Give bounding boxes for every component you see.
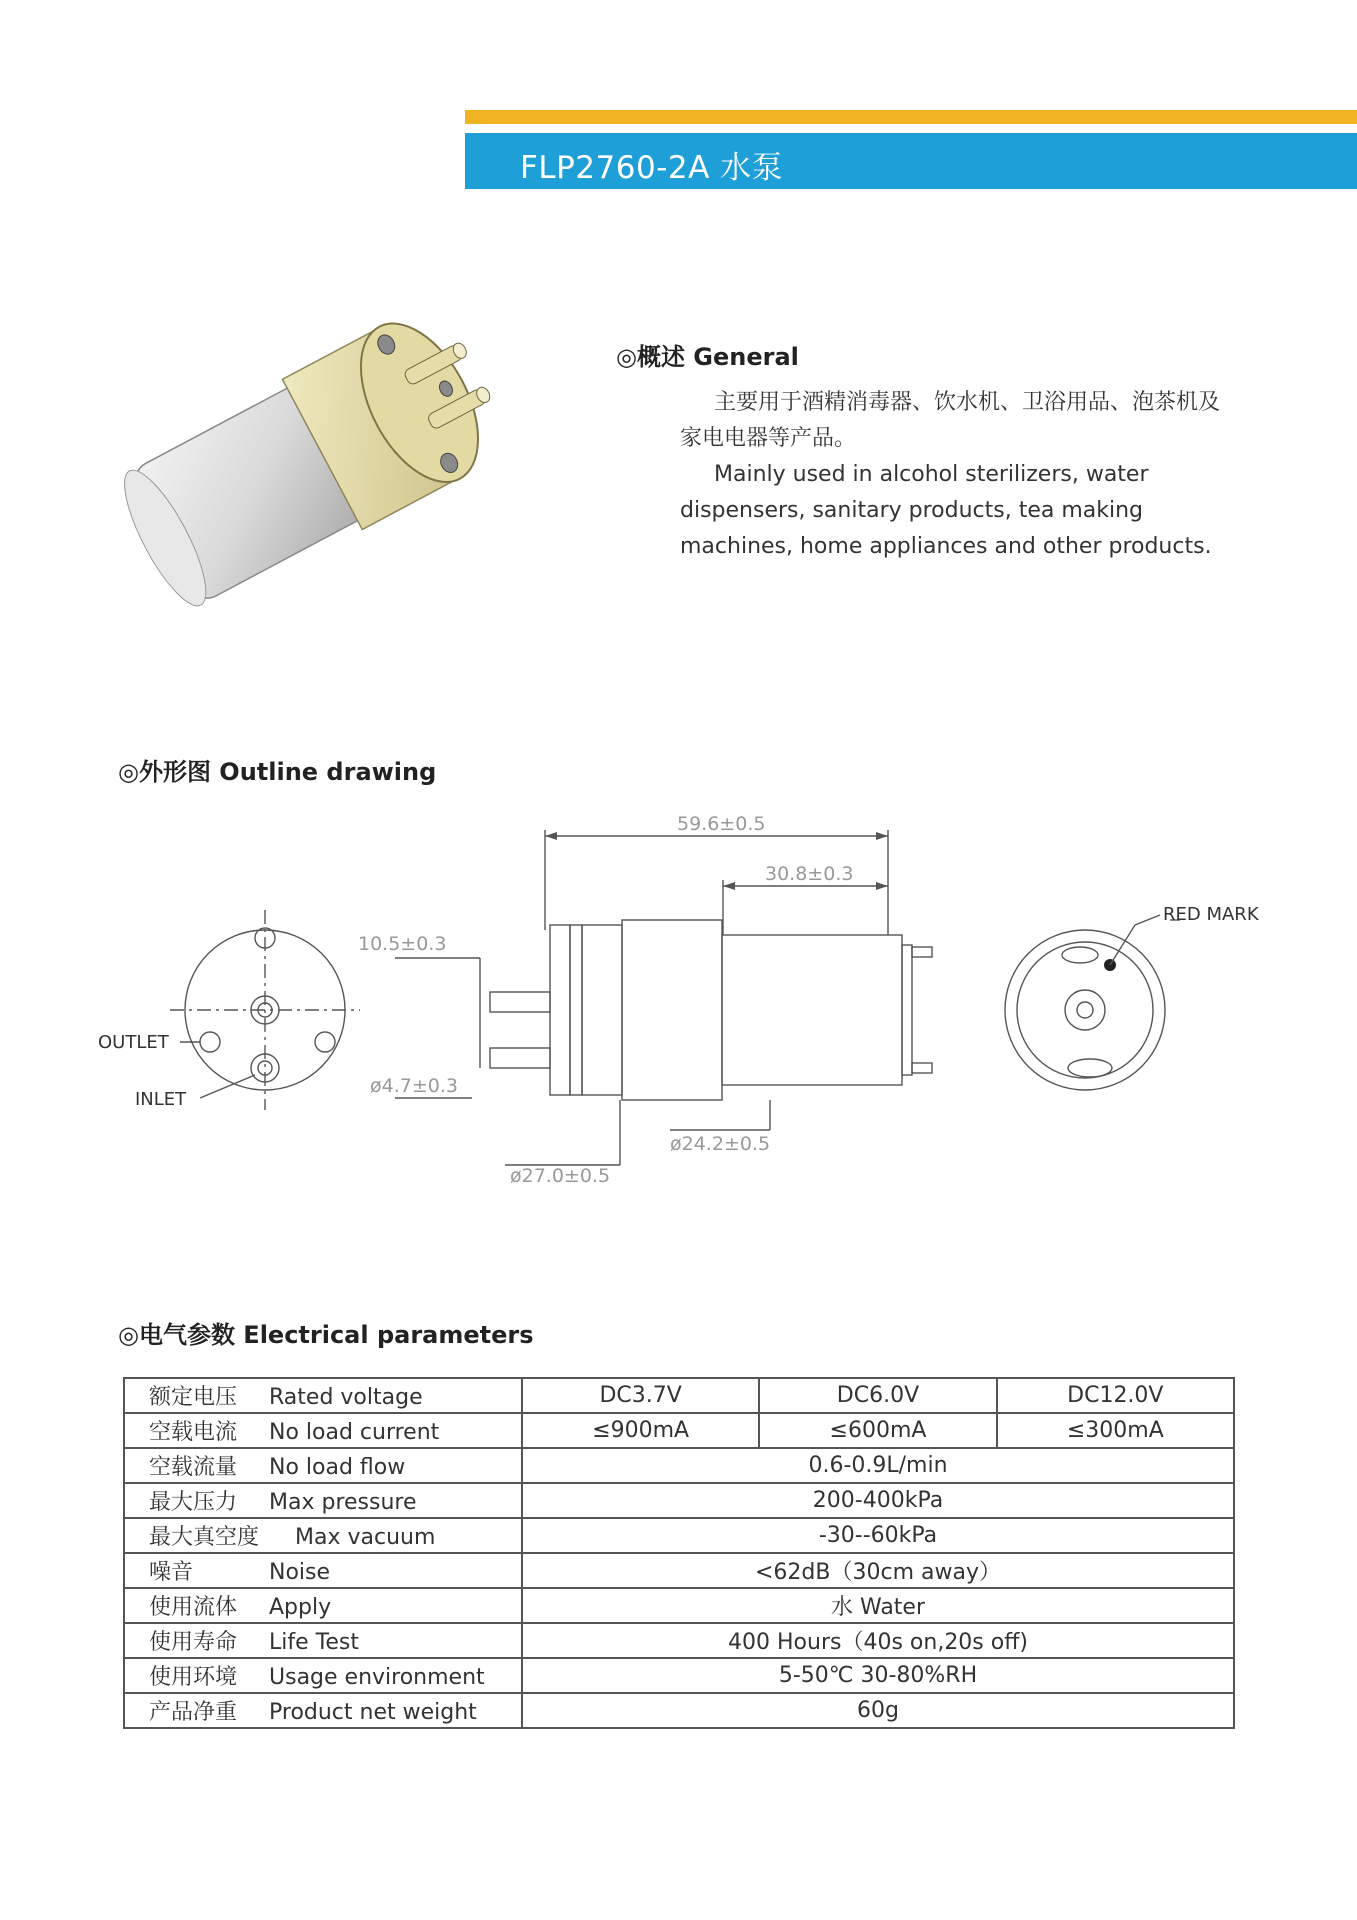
table-row	[124, 1518, 1234, 1553]
row-label-en: Life Test	[269, 1630, 359, 1655]
row-label-zh: 空载流量	[149, 1455, 238, 1480]
general-zh-text: 主要用于酒精消毒器、饮水机、卫浴用品、泡茶机及家电电器等产品。	[680, 390, 1221, 451]
row-label	[124, 1553, 522, 1588]
row-label-zh: 使用寿命	[149, 1630, 238, 1655]
table-row	[124, 1658, 1234, 1693]
table-row	[124, 1483, 1234, 1518]
dim-nozzle-length: 10.5±0.3	[358, 933, 447, 955]
row-label-zh: 产品净重	[149, 1700, 238, 1725]
row-label	[124, 1588, 522, 1623]
table-cell: -30--60kPa	[522, 1518, 1234, 1553]
table-row	[124, 1378, 1234, 1413]
row-label-en: Apply	[269, 1595, 332, 1620]
row-label-en: No load current	[269, 1420, 440, 1445]
general-en-text: Mainly used in alcohol sterilizers, water dispensers, sanitary products, tea making machines, home appliances and other products.	[680, 462, 1212, 559]
electrical-parameters-table	[123, 1377, 1235, 1729]
product-photo	[110, 270, 530, 630]
row-label-en: Max vacuum	[295, 1525, 436, 1550]
red-mark-label: RED MARK	[1163, 904, 1259, 925]
table-cell: DC6.0V	[759, 1378, 996, 1413]
row-label-zh: 空载电流	[149, 1420, 238, 1445]
table-cell: ≤300mA	[997, 1413, 1234, 1448]
row-label-en: Usage environment	[269, 1665, 485, 1690]
row-label-zh: 最大压力	[149, 1490, 238, 1515]
dim-overall-length: 59.6±0.5	[677, 813, 766, 835]
table-row	[124, 1553, 1234, 1588]
row-label	[124, 1483, 522, 1518]
table-row	[124, 1588, 1234, 1623]
dim-nozzle-diameter: ø4.7±0.3	[370, 1075, 458, 1097]
row-label-en: Rated voltage	[269, 1385, 423, 1410]
table-cell: DC3.7V	[522, 1378, 759, 1413]
table-cell: 0.6-0.9L/min	[522, 1448, 1234, 1483]
header-accent-stripe	[465, 110, 1357, 124]
table-row	[124, 1413, 1234, 1448]
table-row	[124, 1448, 1234, 1483]
row-label-zh: 噪音	[149, 1560, 194, 1585]
dim-motor-diameter: ø24.2±0.5	[670, 1133, 771, 1155]
row-label-zh: 使用环境	[149, 1665, 238, 1690]
general-heading: ◎概述 General	[616, 343, 799, 371]
table-cell: 200-400kPa	[522, 1483, 1234, 1518]
table-cell: 水 Water	[522, 1588, 1234, 1623]
table-row	[124, 1623, 1234, 1658]
row-label-zh: 额定电压	[149, 1385, 238, 1410]
general-description	[680, 385, 1240, 565]
row-label	[124, 1658, 522, 1693]
row-label	[124, 1378, 522, 1413]
outline-heading: ◎外形图 Outline drawing	[118, 758, 437, 786]
table-cell: 400 Hours（40s on,20s off)	[522, 1623, 1234, 1658]
inlet-label: INLET	[135, 1089, 187, 1110]
row-label-en: No load flow	[269, 1455, 406, 1480]
row-label	[124, 1693, 522, 1728]
row-label	[124, 1518, 522, 1553]
header-bar	[465, 133, 1357, 189]
dim-pump-diameter: ø27.0±0.5	[510, 1165, 611, 1187]
table-cell: DC12.0V	[997, 1378, 1234, 1413]
page-title: FLP2760-2A 水泵	[520, 150, 784, 186]
table-row	[124, 1693, 1234, 1728]
row-label-en: Max pressure	[269, 1490, 417, 1515]
row-label-en: Product net weight	[269, 1700, 477, 1725]
row-label	[124, 1413, 522, 1448]
table-cell: ≤900mA	[522, 1413, 759, 1448]
table-cell: 5-50℃ 30-80%RH	[522, 1658, 1234, 1693]
row-label	[124, 1623, 522, 1658]
outline-drawing	[80, 810, 1280, 1200]
outlet-label: OUTLET	[98, 1032, 169, 1053]
table-cell: <62dB（30cm away）	[522, 1553, 1234, 1588]
table-cell: ≤600mA	[759, 1413, 996, 1448]
row-label	[124, 1448, 522, 1483]
row-label-zh: 最大真空度	[149, 1525, 260, 1550]
row-label-en: Noise	[269, 1560, 331, 1585]
electrical-heading: ◎电气参数 Electrical parameters	[118, 1321, 534, 1349]
table-cell: 60g	[522, 1693, 1234, 1728]
dim-motor-length: 30.8±0.3	[765, 863, 854, 885]
row-label-zh: 使用流体	[149, 1595, 238, 1620]
